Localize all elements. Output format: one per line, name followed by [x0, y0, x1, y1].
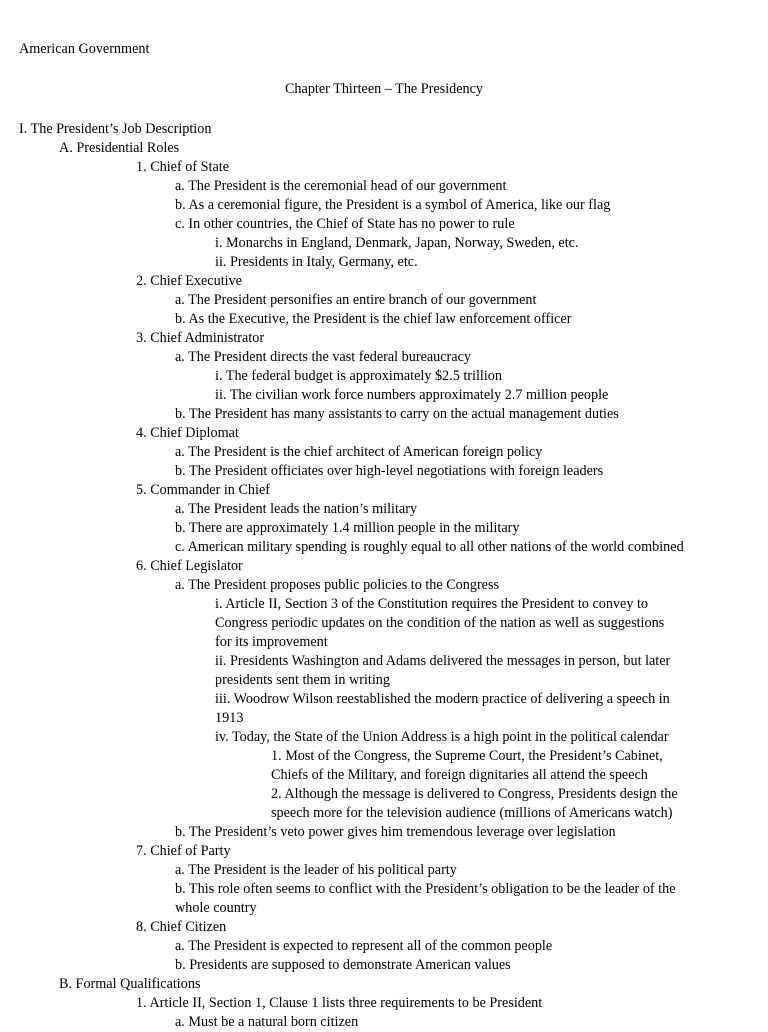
outline-item: b. There are approximately 1.4 million people in the military — [175, 520, 520, 536]
outline-item: 1. Most of the Congress, the Supreme Court, the President’s Cabinet, — [271, 748, 663, 764]
outline-item: presidents sent them in writing — [215, 672, 390, 688]
course-title: American Government — [19, 41, 150, 57]
outline-item: b. Presidents are supposed to demonstrate American values — [175, 957, 511, 973]
outline-item: A. Presidential Roles — [59, 140, 180, 156]
outline-item: a. The President is expected to represent all of the common people — [175, 938, 553, 954]
outline-item: a. Must be a natural born citizen — [175, 1014, 359, 1030]
outline-item: 1. Article II, Section 1, Clause 1 lists three requirements to be President — [136, 995, 543, 1011]
outline-item: a. The President is the chief architect of American foreign policy — [175, 444, 543, 460]
outline-item: a. The President directs the vast federal bureaucracy — [175, 349, 471, 365]
outline-item: Congress periodic updates on the condition of the nation as well as suggestions — [215, 615, 665, 631]
outline-item: 7. Chief of Party — [136, 843, 231, 859]
outline-item: b. This role often seems to conflict with the President’s obligation to be the leader of the — [175, 881, 676, 897]
outline-item: b. As a ceremonial figure, the President is a symbol of America, like our flag — [175, 197, 611, 213]
outline-item: speech more for the television audience (millions of Americans watch) — [271, 805, 673, 821]
outline-item: a. The President is the leader of his political party — [175, 862, 457, 878]
outline-item: 6. Chief Legislator — [136, 558, 243, 574]
outline-item: 4. Chief Diplomat — [136, 425, 239, 441]
outline-item: 2. Chief Executive — [136, 273, 242, 289]
outline-item: for its improvement — [215, 634, 328, 650]
chapter-title: Chapter Thirteen – The Presidency — [284, 81, 484, 97]
outline-item: whole country — [175, 900, 257, 916]
outline-item: i. The federal budget is approximately $2.5 trillion — [215, 368, 502, 384]
outline-item: 3. Chief Administrator — [136, 330, 265, 346]
outline-item: i. Article II, Section 3 of the Constitution requires the President to convey to — [215, 596, 649, 612]
outline-item: b. The President’s veto power gives him tremendous leverage over legislation — [175, 824, 616, 840]
outline-item: 8. Chief Citizen — [136, 919, 227, 935]
outline-item: ii. Presidents Washington and Adams delivered the messages in person, but later — [215, 653, 671, 669]
outline-item: i. Monarchs in England, Denmark, Japan, Norway, Sweden, etc. — [215, 235, 579, 251]
outline-item: 5. Commander in Chief — [136, 482, 270, 498]
outline-item: b. The President officiates over high-level negotiations with foreign leaders — [175, 463, 604, 479]
outline-item: 1. Chief of State — [136, 159, 229, 175]
outline-item: iv. Today, the State of the Union Address is a high point in the political calendar — [215, 729, 669, 745]
outline-item: a. The President leads the nation’s military — [175, 501, 418, 517]
outline-item: Chiefs of the Military, and foreign dignitaries all attend the speech — [271, 767, 648, 783]
outline-item: b. As the Executive, the President is the chief law enforcement officer — [175, 311, 572, 327]
outline-item: a. The President proposes public policies to the Congress — [175, 577, 500, 593]
outline-item: c. American military spending is roughly equal to all other nations of the world combined — [175, 539, 684, 555]
outline-item: B. Formal Qualifications — [59, 976, 201, 992]
outline-item: a. The President personifies an entire branch of our government — [175, 292, 537, 308]
outline-item: b. The President has many assistants to carry on the actual management duties — [175, 406, 619, 422]
outline-item: 2. Although the message is delivered to Congress, Presidents design the — [271, 786, 678, 802]
outline-item: ii. The civilian work force numbers approximately 2.7 million people — [215, 387, 609, 403]
outline-item: ii. Presidents in Italy, Germany, etc. — [215, 254, 418, 270]
outline-item: 1913 — [215, 710, 244, 726]
outline-item: I. The President’s Job Description — [19, 121, 212, 137]
outline-item: c. In other countries, the Chief of State has no power to rule — [175, 216, 515, 232]
outline-item: a. The President is the ceremonial head of our government — [175, 178, 507, 194]
outline-item: iii. Woodrow Wilson reestablished the modern practice of delivering a speech in — [215, 691, 670, 707]
